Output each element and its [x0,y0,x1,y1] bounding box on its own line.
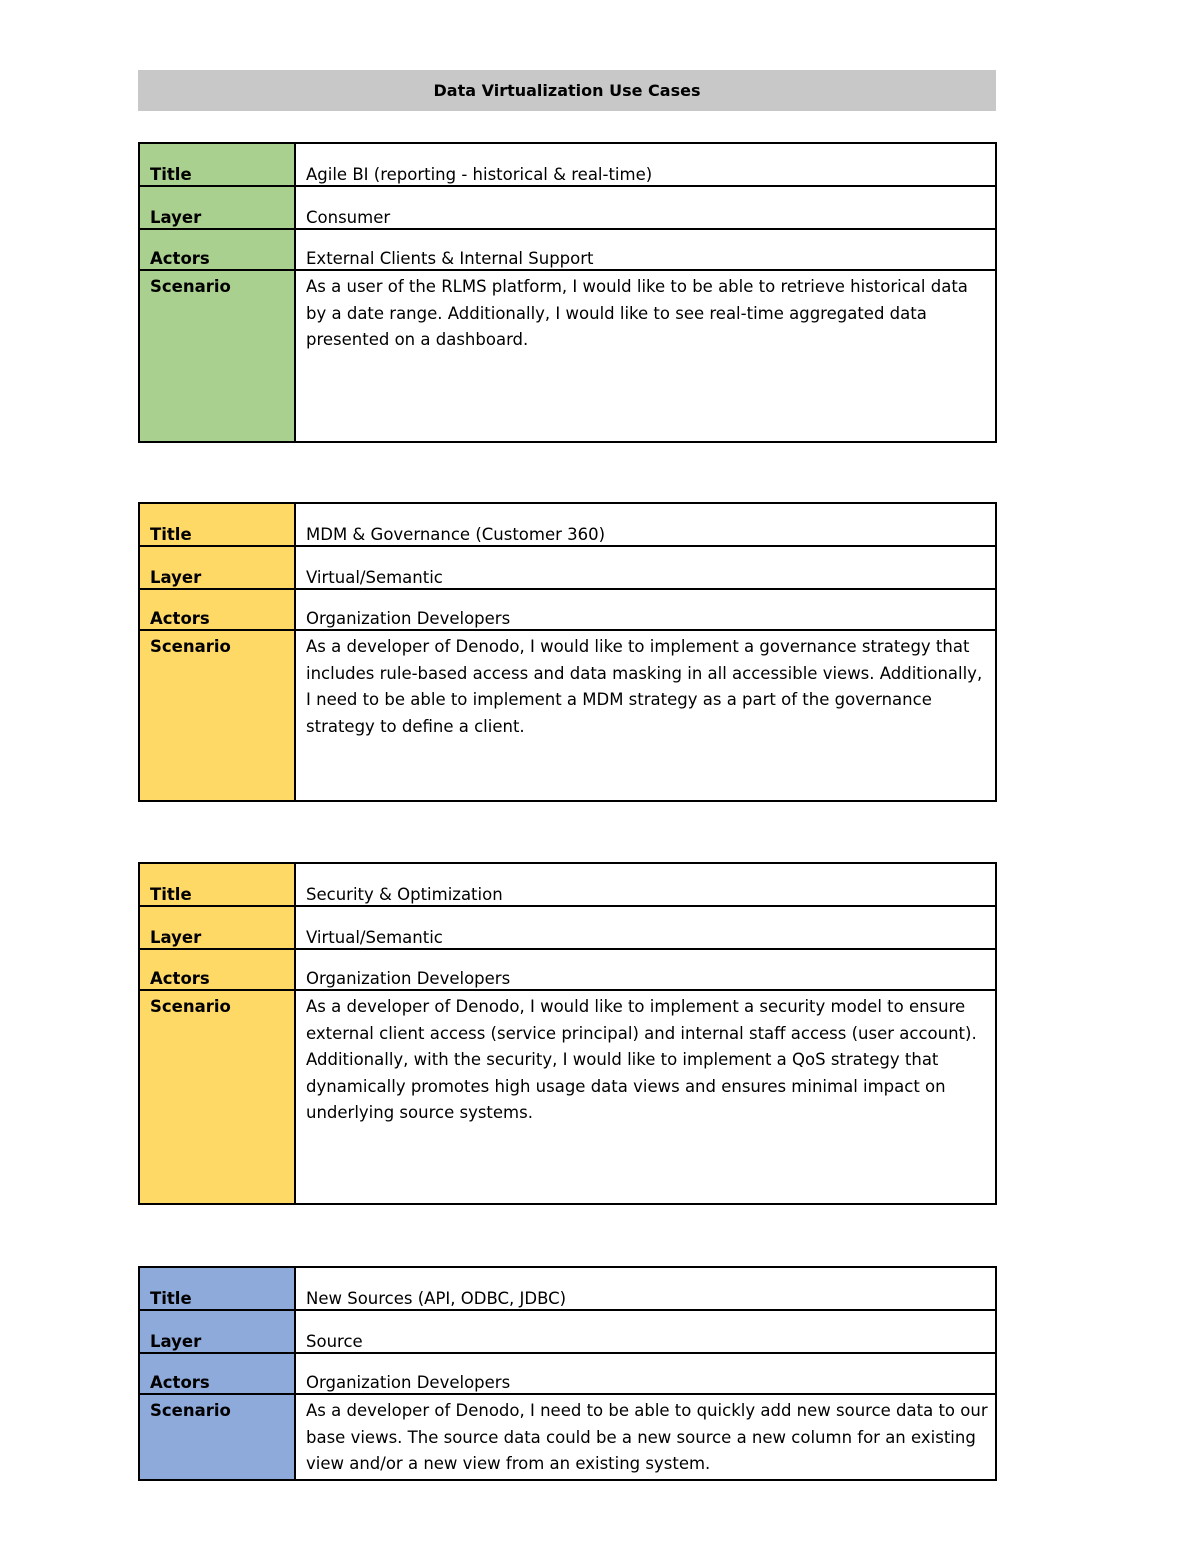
title-label: Title [139,863,295,906]
layer-label: Layer [139,1310,295,1353]
use-case-actors: Organization Developers [295,589,996,630]
use-case-scenario: As a user of the RLMS platform, I would like to be able to retrieve historical data by a date range. Additionally, I would like to see real-time aggregated data presented on a dashboard. [295,270,996,442]
use-case-title: MDM & Governance (Customer 360) [295,503,996,546]
layer-label: Layer [139,546,295,589]
actors-label: Actors [139,1353,295,1394]
title-label: Title [139,503,295,546]
use-case-table-1 [138,142,997,443]
use-case-title: Agile BI (reporting - historical & real-time) [295,143,996,186]
use-case-table-2 [138,502,997,802]
scenario-label: Scenario [139,270,295,442]
scenario-label: Scenario [139,630,295,801]
scenario-label: Scenario [139,990,295,1204]
actors-label: Actors [139,949,295,990]
use-case-actors: Organization Developers [295,949,996,990]
scenario-label: Scenario [139,1394,295,1480]
use-case-title: Security & Optimization [295,863,996,906]
use-case-scenario: As a developer of Denodo, I need to be able to quickly add new source data to our base views. The source data could be a new source a new column for an existing view and/or a new view from an existing system. [295,1394,996,1480]
use-case-actors: External Clients & Internal Support [295,229,996,270]
layer-label: Layer [139,906,295,949]
title-label: Title [139,143,295,186]
use-case-table-3 [138,862,997,1205]
layer-label: Layer [139,186,295,229]
title-label: Title [139,1267,295,1310]
use-case-table-4 [138,1266,997,1481]
use-case-layer: Virtual/Semantic [295,906,996,949]
page-title: Data Virtualization Use Cases [138,70,996,111]
use-case-layer: Consumer [295,186,996,229]
use-case-scenario: As a developer of Denodo, I would like to implement a security model to ensure external client access (service principal) and internal staff access (user account). Additionally, with the security, I would like to implement a QoS strategy that dynamically promotes high usage data views and ensures minimal impact on underlying source systems. [295,990,996,1204]
use-case-layer: Source [295,1310,996,1353]
actors-label: Actors [139,229,295,270]
use-case-scenario: As a developer of Denodo, I would like to implement a governance strategy that includes rule-based access and data masking in all accessible views. Additionally, I need to be able to implement a MDM strategy as a part of the governance strategy to define a client. [295,630,996,801]
use-case-title: New Sources (API, ODBC, JDBC) [295,1267,996,1310]
use-case-layer: Virtual/Semantic [295,546,996,589]
actors-label: Actors [139,589,295,630]
use-case-actors: Organization Developers [295,1353,996,1394]
